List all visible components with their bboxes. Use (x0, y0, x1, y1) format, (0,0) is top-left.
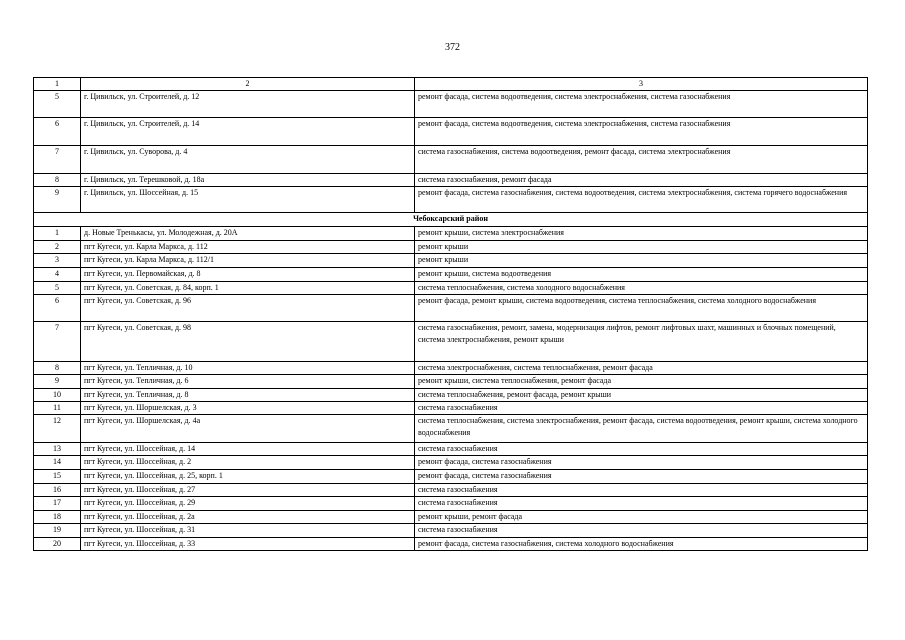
address-cell: г. Цивильск, ул. Шоссейная, д. 15 (81, 187, 415, 213)
address-cell: пгт Кугеси, ул. Шоссейная, д. 33 (81, 538, 415, 551)
works-cell: ремонт крыши, система водоотведения (415, 268, 868, 282)
works-cell: система теплоснабжения, система холодного водоснабжения (415, 282, 868, 295)
address-cell: г. Цивильск, ул. Терешковой, д. 18а (81, 174, 415, 187)
row-number: 7 (34, 146, 81, 174)
address-cell: пгт Кугеси, ул. Шоссейная, д. 27 (81, 484, 415, 497)
row-number: 2 (34, 241, 81, 254)
works-cell: ремонт фасада, система водоотведения, система электроснабжения, система газоснабжения (415, 91, 868, 118)
header-col-1: 1 (34, 78, 81, 91)
table-row (34, 282, 868, 295)
works-cell: система газоснабжения (415, 497, 868, 511)
table-row (34, 91, 868, 118)
works-cell: система газоснабжения, ремонт, замена, модернизация лифтов, ремонт лифтовых шахт, машинных и блочных помещений, система электроснабжения, ремонт крыши (415, 322, 868, 362)
address-cell: пгт Кугеси, ул. Шоршелская, д. 4а (81, 415, 415, 443)
page-number: 372 (445, 42, 460, 53)
works-cell: система газоснабжения (415, 443, 868, 456)
table-row (34, 254, 868, 268)
address-cell: пгт Кугеси, ул. Советская, д. 84, корп. 1 (81, 282, 415, 295)
table-row (34, 146, 868, 174)
table-row (34, 227, 868, 241)
table-row (34, 268, 868, 282)
row-number: 20 (34, 538, 81, 551)
table-row (34, 497, 868, 511)
works-cell: система газоснабжения (415, 402, 868, 415)
row-number: 14 (34, 456, 81, 470)
section-title: Чебоксарский район (34, 213, 868, 227)
table-row (34, 322, 868, 362)
table-row (34, 511, 868, 524)
address-cell: пгт Кугеси, ул. Шоссейная, д. 2а (81, 511, 415, 524)
address-cell: пгт Кугеси, ул. Шоссейная, д. 25, корп. 1 (81, 470, 415, 484)
table-row (34, 118, 868, 146)
table-row (34, 174, 868, 187)
works-cell: система газоснабжения (415, 484, 868, 497)
table-row (34, 415, 868, 443)
repair-table (33, 77, 868, 551)
works-cell: система теплоснабжения, система электроснабжения, ремонт фасада, система водоотведения, ремонт крыши, система холодного водоснабжения (415, 415, 868, 443)
row-number: 13 (34, 443, 81, 456)
address-cell: д. Новые Тренькасы, ул. Молодежная, д. 20А (81, 227, 415, 241)
row-number: 3 (34, 254, 81, 268)
works-cell: ремонт фасада, система газоснабжения, система водоотведения, система электроснабжения, система горячего водоснабжения (415, 187, 868, 213)
row-number: 1 (34, 227, 81, 241)
table-row (34, 470, 868, 484)
row-number: 18 (34, 511, 81, 524)
table-row (34, 484, 868, 497)
row-number: 8 (34, 174, 81, 187)
table-row (34, 524, 868, 538)
header-row (34, 78, 868, 91)
row-number: 8 (34, 362, 81, 375)
address-cell: пгт Кугеси, ул. Шоссейная, д. 2 (81, 456, 415, 470)
row-number: 6 (34, 118, 81, 146)
works-cell: ремонт крыши (415, 241, 868, 254)
works-cell: система теплоснабжения, ремонт фасада, ремонт крыши (415, 389, 868, 402)
row-number: 4 (34, 268, 81, 282)
works-cell: ремонт фасада, система газоснабжения (415, 470, 868, 484)
row-number: 9 (34, 375, 81, 389)
address-cell: пгт Кугеси, ул. Советская, д. 96 (81, 295, 415, 322)
works-cell: ремонт крыши, система электроснабжения (415, 227, 868, 241)
table-row (34, 362, 868, 375)
address-cell: пгт Кугеси, ул. Тепличная, д. 6 (81, 375, 415, 389)
table-row (34, 389, 868, 402)
works-cell: ремонт крыши, система теплоснабжения, ремонт фасада (415, 375, 868, 389)
table-row (34, 187, 868, 213)
address-cell: пгт Кугеси, ул. Первомайская, д. 8 (81, 268, 415, 282)
table-row (34, 402, 868, 415)
address-cell: пгт Кугеси, ул. Шоссейная, д. 14 (81, 443, 415, 456)
header-col-2: 2 (81, 78, 415, 91)
table-row (34, 443, 868, 456)
address-cell: пгт Кугеси, ул. Тепличная, д. 8 (81, 389, 415, 402)
works-cell: система газоснабжения (415, 524, 868, 538)
address-cell: пгт Кугеси, ул. Карла Маркса, д. 112 (81, 241, 415, 254)
works-cell: ремонт фасада, ремонт крыши, система водоотведения, система теплоснабжения, система холодного водоснабжения (415, 295, 868, 322)
table-row (34, 456, 868, 470)
row-number: 12 (34, 415, 81, 443)
row-number: 5 (34, 282, 81, 295)
works-cell: ремонт крыши, ремонт фасада (415, 511, 868, 524)
works-cell: ремонт фасада, система газоснабжения, система холодного водоснабжения (415, 538, 868, 551)
repair-table-body (34, 78, 868, 551)
section-row (34, 213, 868, 227)
table-row (34, 375, 868, 389)
row-number: 5 (34, 91, 81, 118)
row-number: 11 (34, 402, 81, 415)
row-number: 17 (34, 497, 81, 511)
works-cell: ремонт фасада, система газоснабжения (415, 456, 868, 470)
address-cell: пгт Кугеси, ул. Карла Маркса, д. 112/1 (81, 254, 415, 268)
header-col-3: 3 (415, 78, 868, 91)
address-cell: пгт Кугеси, ул. Тепличная, д. 10 (81, 362, 415, 375)
address-cell: пгт Кугеси, ул. Шоссейная, д. 31 (81, 524, 415, 538)
table-row (34, 241, 868, 254)
row-number: 16 (34, 484, 81, 497)
address-cell: пгт Кугеси, ул. Шоссейная, д. 29 (81, 497, 415, 511)
address-cell: пгт Кугеси, ул. Шоршелская, д. 3 (81, 402, 415, 415)
row-number: 7 (34, 322, 81, 362)
address-cell: г. Цивильск, ул. Строителей, д. 14 (81, 118, 415, 146)
works-cell: система газоснабжения, система водоотведения, ремонт фасада, система электроснабжения (415, 146, 868, 174)
row-number: 15 (34, 470, 81, 484)
works-cell: система газоснабжения, ремонт фасада (415, 174, 868, 187)
table-row (34, 295, 868, 322)
row-number: 10 (34, 389, 81, 402)
works-cell: ремонт фасада, система водоотведения, система электроснабжения, система газоснабжения (415, 118, 868, 146)
works-cell: ремонт крыши (415, 254, 868, 268)
row-number: 6 (34, 295, 81, 322)
address-cell: г. Цивильск, ул. Строителей, д. 12 (81, 91, 415, 118)
address-cell: пгт Кугеси, ул. Советская, д. 98 (81, 322, 415, 362)
row-number: 19 (34, 524, 81, 538)
row-number: 9 (34, 187, 81, 213)
table-row (34, 538, 868, 551)
works-cell: система электроснабжения, система теплоснабжения, ремонт фасада (415, 362, 868, 375)
address-cell: г. Цивильск, ул. Суворова, д. 4 (81, 146, 415, 174)
